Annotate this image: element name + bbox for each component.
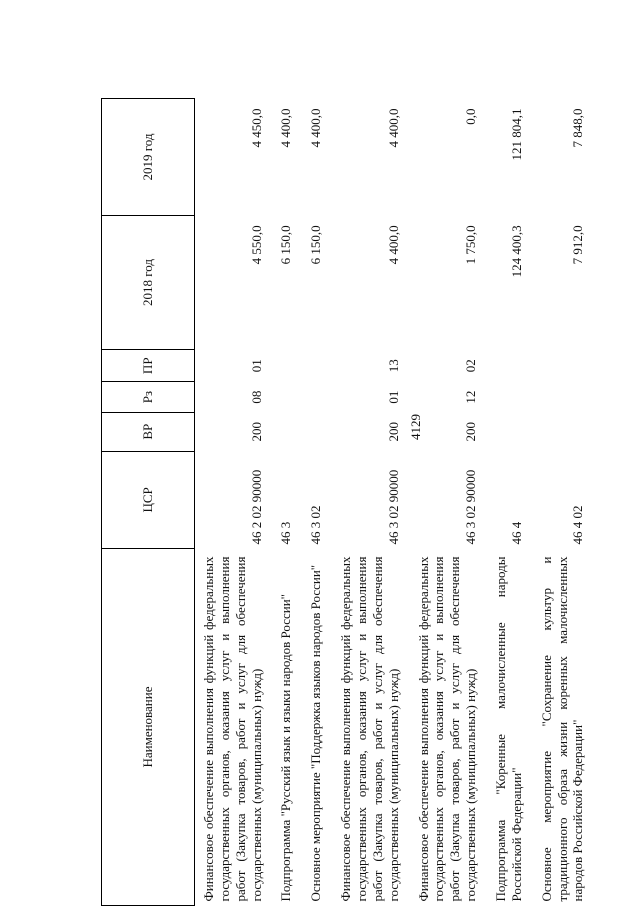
table-row: [406, 99, 483, 906]
cell-name: Основное мероприятие "Поддержка языков народов России": [308, 564, 324, 902]
cell-2018: 7 912,0: [570, 225, 586, 265]
header-csr: ЦСР: [102, 451, 195, 548]
cell-vr: 200: [385, 421, 401, 442]
cell-pr: [298, 350, 328, 382]
cell-2019: 4 400,0: [278, 108, 294, 148]
cell-vr: [268, 412, 298, 451]
cell-csr: 46 3: [278, 521, 294, 545]
header-vr: ВР: [102, 412, 195, 451]
table-body: [195, 99, 591, 906]
cell-name: Подпрограмма "Русский язык и языки народов России": [278, 594, 294, 902]
cell-csr: 46 4: [508, 521, 524, 545]
budget-table: [101, 98, 590, 906]
cell-2018: 124 400,3: [508, 225, 524, 278]
rotated-table-container: [101, 62, 640, 906]
cell-2019: 121 804,1: [508, 108, 524, 161]
cell-csr: 46 4 02: [570, 505, 586, 545]
table-row: [298, 99, 328, 906]
table-rotation-frame: [101, 62, 640, 906]
cell-2018: 6 150,0: [278, 225, 294, 265]
cell-vr: 200: [248, 421, 264, 442]
cell-2018: 1 750,0: [463, 225, 479, 265]
header-2019: 2019 год: [102, 99, 195, 216]
cell-rz: [298, 382, 328, 412]
cell-csr: 46 3 02: [308, 505, 324, 545]
cell-csr: 46 3 02 90000: [463, 469, 479, 545]
header-2018: 2018 год: [102, 215, 195, 349]
cell-pr: 01: [248, 359, 264, 373]
cell-pr: [529, 350, 591, 382]
cell-2019: 0,0: [463, 108, 479, 125]
cell-2019: 4 400,0: [308, 108, 324, 148]
table-row: [483, 99, 529, 906]
header-row: [102, 99, 195, 906]
cell-2019: 7 848,0: [570, 108, 586, 148]
cell-pr: 02: [463, 359, 479, 373]
cell-vr: [483, 412, 529, 451]
cell-rz: [483, 382, 529, 412]
cell-2018: 4 400,0: [385, 225, 401, 265]
cell-pr: [268, 350, 298, 382]
cell-name: Финансовое обеспечение выполнения функций федеральных государственных органов, оказания услуг и выполнения работ (Закупка товаров, работ и услуг для обеспечения государственных (муниципальных) нужд): [338, 556, 401, 902]
table-row: [199, 99, 268, 906]
cell-name: Основное мероприятие "Сохранение культур и традиционного образа жизни коренных малочисленных народов Российской Федерации": [538, 556, 586, 902]
cell-vr: [529, 412, 591, 451]
table-row: [529, 99, 591, 906]
header-rz: Рз: [102, 382, 195, 412]
cell-rz: [268, 382, 298, 412]
cell-2019: 4 400,0: [385, 108, 401, 148]
cell-name: Финансовое обеспечение выполнения функций федеральных государственных органов, оказания услуг и выполнения работ (Закупка товаров, работ и услуг для обеспечения государственных (муниципальных) нужд): [201, 556, 264, 902]
page-number: 4129: [408, 414, 423, 440]
cell-vr: [298, 412, 328, 451]
cell-name: Финансовое обеспечение выполнения функций федеральных государственных органов, оказания услуг и выполнения работ (Закупка товаров, работ и услуг для обеспечения государственных (муниципальных) нужд): [415, 556, 479, 902]
cell-rz: 12: [463, 390, 479, 404]
table-header: [102, 99, 195, 906]
cell-csr: 46 2 02 90000: [248, 469, 264, 545]
cell-pr: [483, 350, 529, 382]
cell-rz: 08: [248, 390, 264, 404]
header-name: Наименование: [102, 549, 195, 906]
cell-2018: 6 150,0: [308, 225, 324, 265]
cell-name: Подпрограмма "Коренные малочисленные народы Российской Федерации": [493, 556, 524, 902]
cell-2018: 4 550,0: [248, 225, 264, 265]
cell-csr: 46 3 02 90000: [385, 469, 401, 545]
cell-2019: 4 450,0: [248, 108, 264, 148]
table-row: [328, 99, 405, 906]
header-pr: ПР: [102, 350, 195, 382]
table-row: [268, 99, 298, 906]
cell-rz: [529, 382, 591, 412]
cell-pr: 13: [385, 359, 401, 373]
cell-rz: 01: [385, 390, 401, 404]
cell-vr: 200: [463, 421, 479, 442]
